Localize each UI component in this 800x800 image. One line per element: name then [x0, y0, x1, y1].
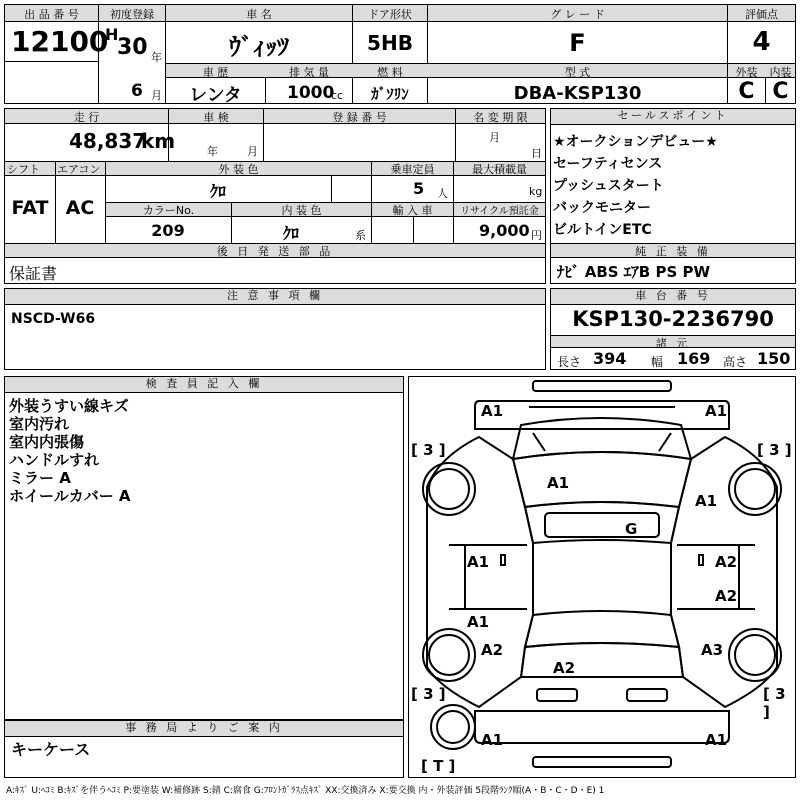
- inspector-notes: [9, 397, 131, 505]
- notes-value: NSCD-W66: [11, 311, 96, 327]
- interior-grade: C: [772, 79, 789, 104]
- damage-mark: A1: [547, 474, 570, 492]
- insp-year-unit: 年: [207, 145, 218, 158]
- notes-panel: [4, 288, 546, 370]
- office-panel: [4, 720, 404, 778]
- sales-points-label: セールスポイント: [551, 109, 795, 125]
- import-label: 輸 入 車: [392, 204, 433, 217]
- door-type: 5HB: [367, 31, 413, 55]
- car-name: ｳﾞｨｯﾂ: [229, 33, 289, 61]
- damage-mark: A1: [481, 731, 504, 749]
- spare-tire-mark: [ T ]: [421, 757, 456, 775]
- later-parts: 保証書: [9, 264, 58, 283]
- damage-mark: A1: [467, 553, 490, 571]
- later-parts-label: 後 日 発 送 部 品: [216, 245, 334, 258]
- color-no: 209: [151, 221, 185, 240]
- notes-label: 注 意 事 項 欄: [5, 289, 545, 305]
- recycle-fee: 9,000: [479, 221, 530, 240]
- reg-year: 30: [117, 35, 148, 60]
- chassis-label: 車 台 番 号: [551, 289, 795, 305]
- sales-points-panel: [550, 108, 796, 284]
- dims-label: 諸 元: [655, 337, 691, 350]
- width: 169: [677, 349, 711, 368]
- max-load-label: 最大積載量: [472, 163, 527, 176]
- damage-mark: A1: [695, 492, 718, 510]
- equipment-label: 純 正 装 備: [635, 245, 711, 258]
- inspector-label: 検 査 員 記 入 欄: [5, 377, 403, 393]
- car-history: レンタ: [189, 85, 242, 106]
- interior-label: 内装: [769, 66, 792, 79]
- score: 4: [752, 27, 771, 57]
- displacement: 1000: [287, 83, 335, 103]
- int-color: ｸﾛ: [282, 224, 299, 243]
- inspector-note: ホイールカバー A: [9, 487, 131, 505]
- int-color-label: 内 装 色: [281, 204, 322, 217]
- inspector-panel: [4, 376, 404, 720]
- tire-tread-rear-left: [ 3 ]: [411, 685, 446, 703]
- displacement-label: 排 気 量: [289, 66, 329, 79]
- car-name-label: 車 名: [246, 8, 272, 21]
- sales-point-item: プッシュスタート: [553, 178, 664, 194]
- door-label: ドア形状: [368, 8, 412, 21]
- inspection-label: 車 検: [203, 111, 229, 124]
- damage-mark: A2: [715, 587, 738, 605]
- max-load-unit: kg: [529, 185, 543, 198]
- inspector-note: ミラー A: [9, 469, 71, 487]
- first-reg-label: 初度登録: [110, 8, 154, 21]
- capacity-unit: 人: [437, 187, 448, 200]
- year-unit: 年: [151, 51, 162, 64]
- damage-mark: A2: [715, 553, 738, 571]
- shift: FAT: [11, 197, 49, 219]
- fuel-label: 燃 料: [377, 66, 403, 79]
- aircon: AC: [65, 197, 95, 219]
- tire-tread-front-left: [ 3 ]: [411, 441, 446, 459]
- legend: A:ｷｽﾞ U:ﾍｺﾐ B:ｷｽﾞを伴うﾍｺﾐ P:要塗装 W:補修跡 S:錆 C:腐食 G:ﾌﾛﾝﾄｶﾞﾗｽ点ｷｽﾞ XX:交換済み X:要交換 内・外装評価 5段階ﾗﾝｸ順(A・B・C・D・E) 1: [6, 786, 605, 796]
- capacity: 5: [413, 179, 425, 198]
- length: 394: [593, 349, 627, 368]
- lot-no: 12100: [11, 25, 109, 58]
- recycle-label: リサイクル預託金: [460, 206, 539, 217]
- specs-table: [4, 108, 546, 284]
- damage-mark: A2: [481, 641, 504, 659]
- inspector-note: 外装うすい線キズ: [9, 397, 129, 415]
- chassis-panel: [550, 288, 796, 370]
- model-code: DBA-KSP130: [513, 83, 642, 104]
- damage-mark: A1: [705, 402, 728, 420]
- recycle-unit: 円: [531, 229, 542, 242]
- history-label: 車 歴: [202, 66, 229, 79]
- reg-month: 6: [131, 81, 143, 101]
- width-label: 幅: [651, 355, 664, 369]
- damage-mark: A2: [553, 659, 576, 677]
- vehicle-header-table: [4, 4, 796, 104]
- tire-tread-front-right: [ 3 ]: [757, 441, 792, 459]
- inspector-note: 室内内張傷: [9, 433, 85, 451]
- damage-mark: A1: [705, 731, 728, 749]
- office-value: キーケース: [11, 740, 91, 759]
- era: H: [105, 25, 119, 44]
- grade: F: [569, 29, 586, 57]
- damage-mark: A3: [701, 641, 724, 659]
- capacity-label: 乗車定員: [390, 163, 435, 176]
- sales-points-list: [553, 131, 718, 241]
- inspector-note: 室内汚れ: [9, 415, 70, 433]
- score-label: 評価点: [745, 8, 778, 21]
- damage-mark: A1: [467, 613, 490, 631]
- tire-tread-rear-right: [ 3 ]: [763, 685, 786, 721]
- displacement-unit: cc: [331, 89, 344, 102]
- sales-point-item: セーフティセンス: [553, 156, 663, 172]
- nc-day-unit: 日: [531, 147, 542, 160]
- color-no-label: カラーNo.: [142, 204, 195, 217]
- int-color-unit: 系: [355, 229, 366, 242]
- ext-color: ｸﾛ: [209, 182, 226, 201]
- length-label: 長さ: [557, 355, 582, 369]
- car-damage-diagram: [409, 377, 795, 777]
- office-label: 事 務 局 よ り ご 案 内: [5, 721, 403, 737]
- month-unit: 月: [151, 89, 162, 102]
- model-label: 型 式: [564, 66, 591, 79]
- height-label: 高さ: [723, 355, 748, 369]
- inspector-note: ハンドルすれ: [9, 451, 100, 469]
- name-change-label: 名 変 期 限: [473, 111, 528, 124]
- mileage-unit: km: [141, 129, 176, 153]
- sales-point-item: ★オークションデビュー★: [553, 134, 718, 150]
- fuel: ｶﾞｿﾘﾝ: [371, 85, 409, 103]
- insp-month-unit: 月: [247, 145, 258, 158]
- reg-no-label: 登 録 番 号: [332, 111, 387, 124]
- height: 150: [757, 349, 791, 368]
- nc-month-unit: 月: [489, 131, 500, 144]
- equipment: ﾅﾋﾞ ABS ｴｱB PS PW: [557, 263, 711, 281]
- sales-point-item: バックモニター: [553, 200, 651, 216]
- lot-no-label: 出 品 番 号: [24, 8, 79, 21]
- exterior-label: 外装: [735, 66, 758, 79]
- chassis-number: KSP130-2236790: [572, 307, 774, 331]
- damage-mark: A1: [481, 402, 504, 420]
- ext-color-label: 外 装 色: [218, 163, 259, 176]
- grade-label: グ レ ー ド: [550, 8, 605, 21]
- damage-mark: G: [625, 520, 638, 538]
- mileage: 48,837: [69, 129, 147, 153]
- ac-label: エアコン: [57, 163, 101, 176]
- exterior-grade: C: [738, 79, 755, 104]
- mileage-label: 走 行: [73, 111, 100, 124]
- sales-point-item: ビルトインETC: [553, 222, 652, 238]
- damage-diagram-panel: [408, 376, 796, 778]
- shift-label: シフト: [7, 163, 40, 176]
